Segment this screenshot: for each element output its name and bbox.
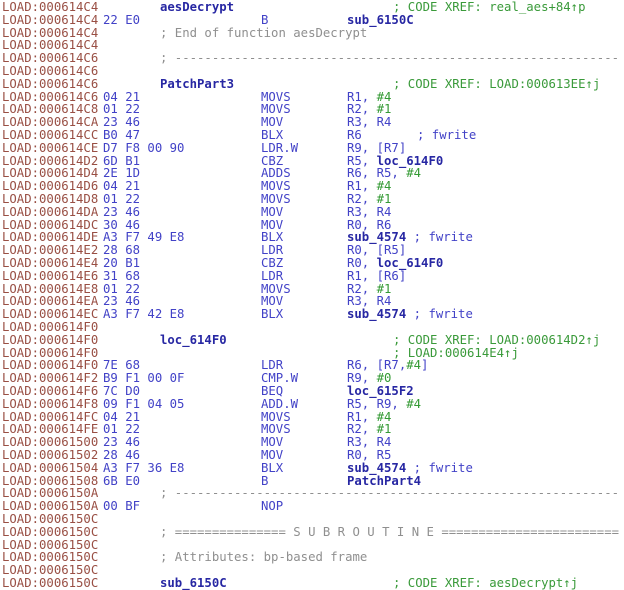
operand: R9, bbox=[347, 371, 377, 386]
opcode-bytes: 09 F1 04 05 bbox=[103, 396, 185, 411]
mnemonic: BLX bbox=[261, 307, 284, 322]
address: LOAD:000614CC bbox=[2, 128, 99, 142]
address: LOAD:0006150C bbox=[2, 550, 99, 565]
immediate-value: #1 bbox=[376, 102, 392, 117]
opcode-bytes: A3 F7 42 E8 bbox=[103, 307, 185, 322]
mnemonic: LDR.W bbox=[261, 140, 299, 155]
operand: R1, bbox=[347, 89, 377, 104]
address: LOAD:0006150C bbox=[2, 512, 99, 526]
address: LOAD:000614D2 bbox=[2, 153, 99, 168]
address: LOAD:000614DE bbox=[2, 230, 99, 245]
operand: R3, R4 bbox=[347, 115, 392, 130]
mnemonic: ADD.W bbox=[261, 396, 299, 411]
operand: R3, R4 bbox=[347, 204, 392, 219]
immediate-value: #1 bbox=[376, 192, 392, 206]
xref-comment: ; CODE XREF: LOAD:000614D2↑j bbox=[393, 332, 601, 347]
mnemonic: LDR bbox=[261, 358, 284, 373]
opcode-bytes: 7C D0 bbox=[103, 384, 141, 398]
symbol-reference[interactable]: sub_4574 bbox=[347, 460, 407, 475]
mnemonic: MOVS bbox=[261, 192, 291, 206]
opcode-bytes: B9 F1 00 0F bbox=[103, 371, 185, 386]
immediate-value: #0 bbox=[376, 371, 392, 386]
asm-segment-group bbox=[393, 577, 578, 590]
mnemonic: MOVS bbox=[261, 179, 291, 194]
address: LOAD:0006150C bbox=[2, 576, 99, 590]
opcode-bytes: 01 22 bbox=[103, 422, 141, 437]
operand: R3, R4 bbox=[347, 294, 392, 309]
address: LOAD:000614D4 bbox=[2, 166, 99, 181]
operand: ] bbox=[421, 358, 429, 373]
mnemonic: MOV bbox=[261, 115, 284, 130]
address: LOAD:000614C4 bbox=[2, 0, 99, 14]
mnemonic: LDR bbox=[261, 268, 284, 283]
address: LOAD:0006150C bbox=[2, 563, 99, 578]
operand: R3, R4 bbox=[347, 435, 392, 450]
immediate-value: #4 bbox=[376, 89, 392, 104]
opcode-bytes: 04 21 bbox=[103, 409, 141, 424]
symbol-reference[interactable]: PatchPart4 bbox=[347, 473, 422, 488]
inline-comment: ; fwrite bbox=[406, 307, 473, 322]
asm-segment-group bbox=[160, 334, 227, 347]
address: LOAD:000614E2 bbox=[2, 243, 99, 258]
asm-segment-group bbox=[160, 577, 227, 590]
opcode-bytes: 6B E0 bbox=[103, 473, 141, 488]
operand: R2, bbox=[347, 281, 377, 296]
immediate-value: #1 bbox=[376, 422, 392, 437]
address: LOAD:000614C4 bbox=[2, 12, 99, 27]
address: LOAD:000614C6 bbox=[2, 89, 99, 104]
inline-comment: ; fwrite bbox=[417, 128, 477, 142]
opcode-bytes: B0 47 bbox=[103, 128, 141, 142]
operand: R5, R9, bbox=[347, 396, 407, 411]
comment: ; Attributes: bp-based frame bbox=[160, 550, 368, 565]
mnemonic: BLX bbox=[261, 460, 284, 475]
immediate-value: #4 bbox=[406, 396, 422, 411]
symbol-reference[interactable]: sub_4574 bbox=[347, 307, 407, 322]
address: LOAD:000614C4 bbox=[2, 25, 99, 40]
address: LOAD:000614F0 bbox=[2, 358, 99, 373]
mnemonic: MOV bbox=[261, 204, 284, 219]
mnemonic: MOV bbox=[261, 294, 284, 309]
operand: R1, bbox=[347, 409, 377, 424]
address: LOAD:000614C4 bbox=[2, 38, 99, 53]
operand: R0, R6 bbox=[347, 217, 392, 232]
operand: R2, bbox=[347, 102, 377, 117]
opcode-bytes: 28 68 bbox=[103, 243, 141, 258]
mnemonic: CMP.W bbox=[261, 371, 299, 386]
address: LOAD:0006150C bbox=[2, 524, 99, 539]
mnemonic: BLX bbox=[261, 128, 284, 142]
address: LOAD:000614F0 bbox=[2, 320, 99, 334]
mnemonic: LDR bbox=[261, 243, 284, 258]
address: LOAD:000614CE bbox=[2, 140, 99, 155]
operand: R0, [R5] bbox=[347, 243, 407, 258]
asm-segment-group bbox=[393, 78, 600, 91]
address: LOAD:000614F0 bbox=[2, 332, 99, 347]
address: LOAD:000614DA bbox=[2, 204, 99, 219]
address: LOAD:000614F0 bbox=[2, 345, 99, 360]
symbol-reference[interactable]: loc_614F0 bbox=[376, 153, 444, 168]
address: LOAD:000614E8 bbox=[2, 281, 99, 296]
address: LOAD:00061502 bbox=[2, 448, 99, 462]
opcode-bytes: 04 21 bbox=[103, 89, 141, 104]
address: LOAD:000614C6 bbox=[2, 76, 99, 91]
opcode-bytes: D7 F8 00 90 bbox=[103, 140, 185, 155]
operand: R6, R5, bbox=[347, 166, 407, 181]
opcode-bytes: A3 F7 36 E8 bbox=[103, 460, 185, 475]
address: LOAD:000614D8 bbox=[2, 192, 99, 206]
immediate-value: #4 bbox=[376, 179, 392, 194]
symbol-reference[interactable]: loc_614F0 bbox=[376, 256, 444, 270]
address: LOAD:000614D6 bbox=[2, 179, 99, 194]
mnemonic: CBZ bbox=[261, 256, 284, 270]
symbol-reference[interactable]: sub_6150C bbox=[347, 12, 414, 27]
address: LOAD:000614C6 bbox=[2, 51, 99, 66]
operand: R1, bbox=[347, 179, 377, 194]
mnemonic: BEQ bbox=[261, 384, 284, 398]
opcode-bytes: 23 46 bbox=[103, 204, 141, 219]
mnemonic: MOV bbox=[261, 217, 284, 232]
comment: ; ------------------------------------------------------------ bbox=[160, 486, 620, 501]
asm-segment-group bbox=[261, 500, 283, 513]
opcode-bytes: 30 46 bbox=[103, 217, 141, 232]
symbol-reference[interactable]: sub_4574 bbox=[347, 230, 407, 245]
opcode-bytes: 23 46 bbox=[103, 294, 141, 309]
inline-comment: ; fwrite bbox=[406, 460, 473, 475]
address: LOAD:000614F6 bbox=[2, 384, 99, 398]
mnemonic: B bbox=[261, 12, 269, 27]
opcode-bytes: 01 22 bbox=[103, 192, 141, 206]
immediate-value: #1 bbox=[376, 281, 392, 296]
address: LOAD:00061508 bbox=[2, 473, 99, 488]
asm-segment-group bbox=[103, 308, 184, 321]
asm-segment-group bbox=[160, 1, 234, 14]
opcode-bytes: 22 E0 bbox=[103, 12, 141, 27]
opcode-bytes: 7E 68 bbox=[103, 358, 141, 373]
immediate-value: #4 bbox=[406, 166, 422, 181]
operand: R0, R5 bbox=[347, 448, 392, 462]
address: LOAD:000614F8 bbox=[2, 396, 99, 411]
asm-line[interactable] bbox=[0, 577, 624, 590]
mnemonic: MOV bbox=[261, 448, 284, 462]
address: LOAD:000614EC bbox=[2, 307, 99, 322]
comment: ; End of function aesDecrypt bbox=[160, 25, 368, 40]
xref-comment: ; CODE XREF: LOAD:000613EE↑j bbox=[393, 76, 601, 91]
asm-segment-group bbox=[160, 526, 619, 539]
address: LOAD:00061500 bbox=[2, 435, 99, 450]
operand: R6 bbox=[347, 128, 362, 142]
opcode-bytes: 23 46 bbox=[103, 435, 141, 450]
opcode-bytes: 23 46 bbox=[103, 115, 141, 130]
asm-segment-group bbox=[103, 475, 140, 488]
mnemonic: MOVS bbox=[261, 89, 291, 104]
asm-segment-group bbox=[103, 14, 140, 27]
opcode-bytes: 00 BF bbox=[103, 499, 141, 514]
opcode-bytes: 20 B1 bbox=[103, 256, 141, 270]
address: LOAD:000614CA bbox=[2, 115, 99, 130]
asm-segment-group bbox=[417, 129, 476, 142]
symbol-label[interactable]: PatchPart3 bbox=[160, 76, 235, 91]
operand: R2, bbox=[347, 192, 377, 206]
asm-segment-group bbox=[160, 52, 619, 65]
address: LOAD:000614FE bbox=[2, 422, 99, 437]
inline-comment: ; fwrite bbox=[406, 230, 473, 245]
address: LOAD:000614DC bbox=[2, 217, 99, 232]
symbol-reference[interactable]: loc_615F2 bbox=[347, 384, 414, 398]
opcode-bytes: A3 F7 49 E8 bbox=[103, 230, 185, 245]
address: LOAD:0006150C bbox=[2, 537, 99, 552]
mnemonic: CBZ bbox=[261, 153, 284, 168]
mnemonic: MOVS bbox=[261, 422, 291, 437]
xref-comment: ; LOAD:000614E4↑j bbox=[393, 345, 519, 360]
operand: R9, [R7] bbox=[347, 140, 407, 155]
immediate-value: #4 bbox=[376, 409, 392, 424]
opcode-bytes: 31 68 bbox=[103, 268, 141, 283]
mnemonic: MOVS bbox=[261, 409, 291, 424]
mnemonic: MOVS bbox=[261, 102, 291, 117]
address: LOAD:000614EA bbox=[2, 294, 99, 309]
asm-segment-group bbox=[393, 1, 586, 14]
opcode-bytes: 01 22 bbox=[103, 281, 141, 296]
asm-segment-group bbox=[160, 78, 234, 91]
opcode-bytes: 6D B1 bbox=[103, 153, 141, 168]
asm-segment-group bbox=[261, 308, 283, 321]
operand: R6, [R7, bbox=[347, 358, 407, 373]
asm-segment-group bbox=[2, 577, 98, 590]
address: LOAD:000614E4 bbox=[2, 256, 99, 270]
xref-comment: ; CODE XREF: aesDecrypt↑j bbox=[393, 576, 579, 590]
address: LOAD:0006150A bbox=[2, 486, 99, 501]
asm-segment-group bbox=[160, 487, 619, 500]
comment: ; =============== S U B R O U T I N E ======================== bbox=[160, 524, 620, 539]
opcode-bytes: 2E 1D bbox=[103, 166, 141, 181]
asm-segment-group bbox=[160, 27, 367, 40]
asm-segment-group bbox=[160, 551, 367, 564]
operand: R1, [R6] bbox=[347, 268, 407, 283]
mnemonic: B bbox=[261, 473, 269, 488]
address: LOAD:000614E6 bbox=[2, 268, 99, 283]
mnemonic: MOV bbox=[261, 435, 284, 450]
address: LOAD:00061504 bbox=[2, 460, 99, 475]
operand: R5, bbox=[347, 153, 377, 168]
address: LOAD:000614F2 bbox=[2, 371, 99, 386]
operand: R0, bbox=[347, 256, 377, 270]
mnemonic: BLX bbox=[261, 230, 284, 245]
symbol-label[interactable]: loc_614F0 bbox=[160, 332, 227, 347]
mnemonic: ADDS bbox=[261, 166, 291, 181]
operand: R2, bbox=[347, 422, 377, 437]
comment: ; ------------------------------------------------------------ bbox=[160, 51, 620, 66]
asm-segment-group bbox=[103, 500, 140, 513]
address: LOAD:0006150A bbox=[2, 499, 99, 514]
symbol-label[interactable]: aesDecrypt bbox=[160, 0, 235, 14]
opcode-bytes: 04 21 bbox=[103, 179, 141, 194]
opcode-bytes: 01 22 bbox=[103, 102, 141, 117]
mnemonic: MOVS bbox=[261, 281, 291, 296]
opcode-bytes: 28 46 bbox=[103, 448, 141, 462]
address: LOAD:000614C8 bbox=[2, 102, 99, 117]
address: LOAD:000614C6 bbox=[2, 64, 99, 78]
immediate-value: #4 bbox=[406, 358, 422, 373]
mnemonic: NOP bbox=[261, 499, 284, 514]
address: LOAD:000614FC bbox=[2, 409, 99, 424]
asm-segment-group bbox=[347, 308, 473, 321]
symbol-label[interactable]: sub_6150C bbox=[160, 576, 227, 590]
xref-comment: ; CODE XREF: real_aes+84↑p bbox=[393, 0, 586, 14]
